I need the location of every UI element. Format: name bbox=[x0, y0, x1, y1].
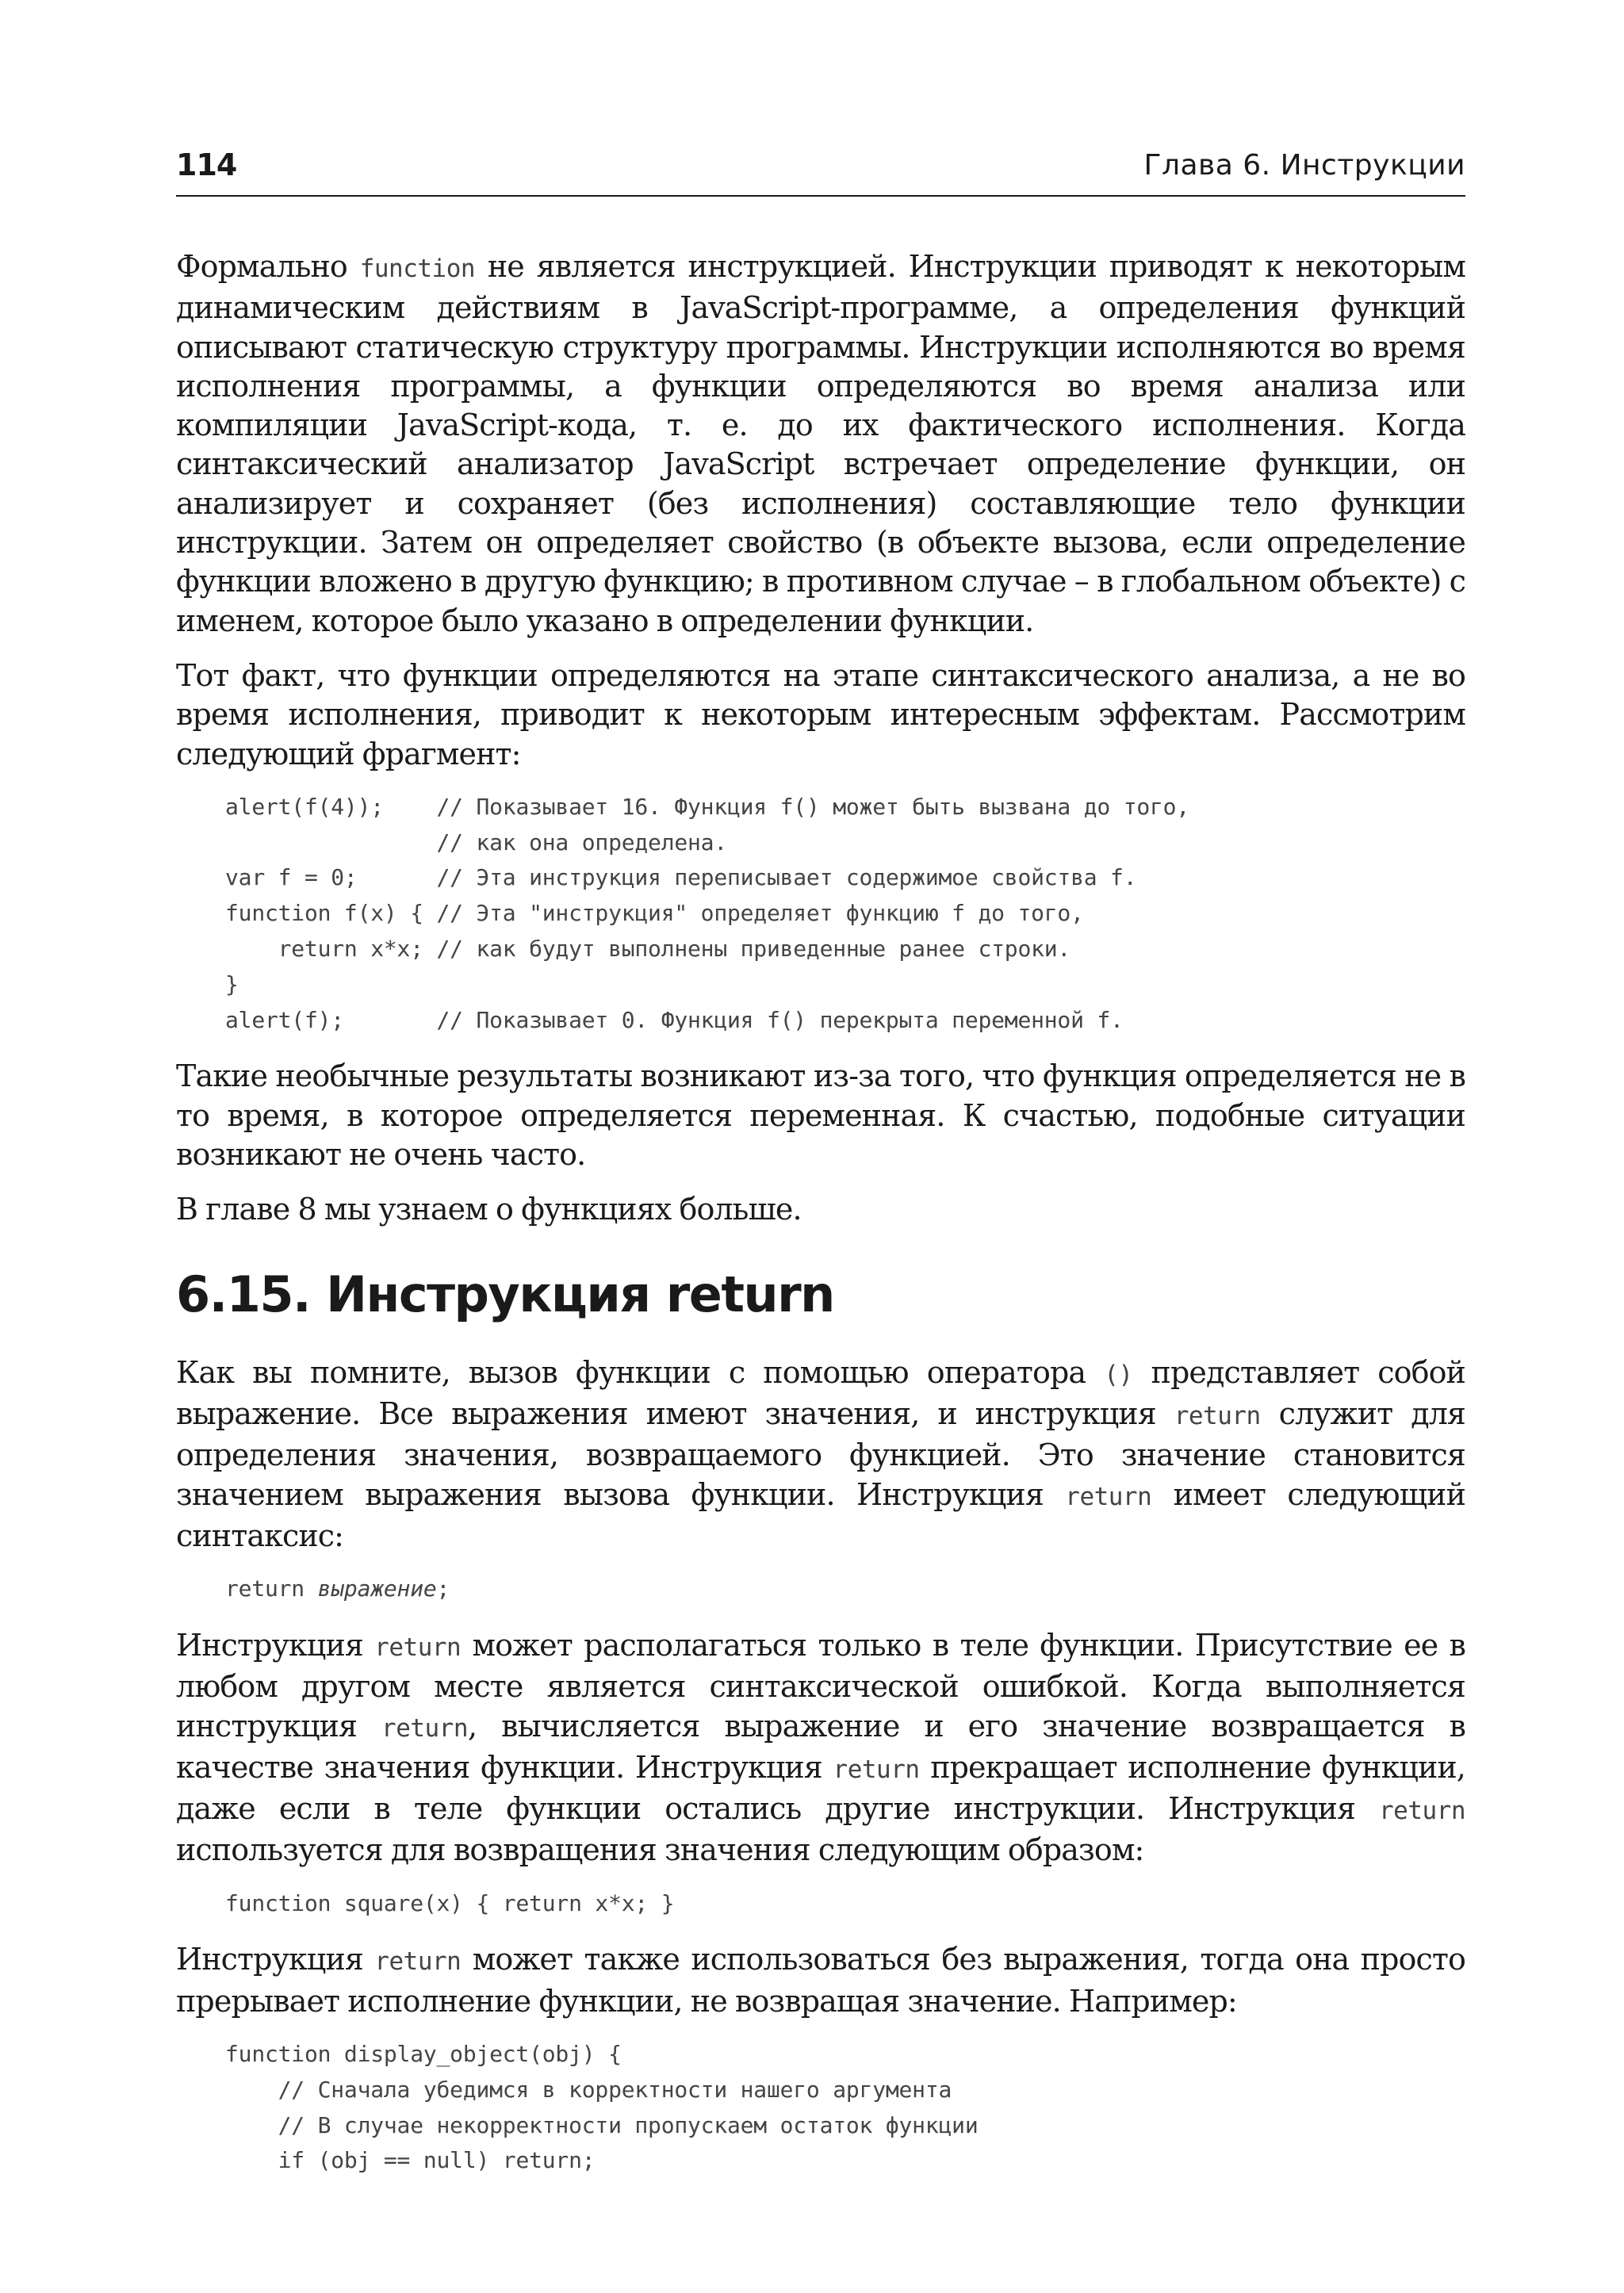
syntax-placeholder: выражение bbox=[317, 1575, 437, 1602]
text-run: Тот факт, что функции определяются на этапе синтаксического анализа, а не во время исполнения, приводит к некоторым интересным эффектам. Рассмотрим следующий фрагмент: bbox=[176, 657, 1465, 771]
code-line: } bbox=[225, 970, 239, 997]
page-number: 114 bbox=[176, 147, 237, 182]
text-run: Такие необычные результаты возникают из-за того, что функция определяется не в то время, в которое определяется переменная. К счастью, подобные ситуации возникают не очень часто. bbox=[176, 1058, 1465, 1173]
code-line: // как она определена. bbox=[225, 829, 727, 856]
running-header bbox=[176, 147, 1465, 197]
text-run: может также использоваться без выражения, тогда она просто прерывает исполнение функции, не возвращая значение. Например: bbox=[176, 1942, 1465, 2019]
code-line: if (obj == null) return; bbox=[225, 2147, 596, 2174]
inline-code: return bbox=[833, 1755, 920, 1784]
code-line: var f = 0; // Эта инструкция переписывает содержимое свойства f. bbox=[225, 864, 1137, 891]
inline-code: return bbox=[1065, 1482, 1152, 1511]
inline-code: function bbox=[359, 255, 476, 283]
paragraph bbox=[176, 657, 1465, 774]
text-run: не является инструкцией. Инструкции приводят к некоторым динамическим действиям в JavaScript-программе, а определения функций описывают статическую структуру программы. Инструкции исполняются во время исполнения программы, а функции определяются во время анализа или компиляции JavaScript-кода, т. е. до их фактического исполнения. Когда синтаксический анализатор JavaScript встречает определение функции, он анализирует и сохраняет (без исполнения) составляющие тело функции инструкции. Затем он определяет свойство (в объекте вызова, если определение функции вложено в другую функцию; в противном случае – в глобальном объекте) с именем, которое было указано в определении функции. bbox=[176, 249, 1465, 638]
syntax-listing bbox=[225, 1571, 1465, 1607]
code-line: alert(f); // Показывает 0. Функция f() перекрыта переменной f. bbox=[225, 1006, 1124, 1033]
code-line: function display_object(obj) { bbox=[225, 2041, 622, 2068]
paragraph bbox=[176, 1353, 1465, 1556]
section-heading: 6.15. Инструкция return bbox=[176, 1265, 834, 1323]
inline-code: () bbox=[1104, 1360, 1133, 1389]
syntax-end: ; bbox=[436, 1575, 450, 1602]
inline-code: return bbox=[374, 1947, 462, 1977]
inline-code: return bbox=[374, 1633, 462, 1662]
inline-code: return bbox=[1174, 1401, 1261, 1430]
paragraph bbox=[176, 247, 1465, 641]
text-run: может располагаться только в теле функции. Присутствие ее в любом другом месте является синтаксической ошибкой. Когда выполняется инструкция bbox=[176, 1627, 1466, 1744]
text-run: Как вы помните, вызов функции с помощью оператора bbox=[176, 1354, 1105, 1390]
page-body bbox=[176, 247, 1465, 2198]
inline-code: return bbox=[1379, 1797, 1465, 1826]
code-listing bbox=[225, 1886, 1465, 1922]
text-run: прекращает исполнение функции, даже если в теле функции остались другие инструкции. Инструкция bbox=[176, 1749, 1465, 1827]
code-line: // Сначала убедимся в корректности нашего аргумента bbox=[225, 2076, 952, 2103]
chapter-title: Глава 6. Инструкции bbox=[1143, 149, 1465, 182]
text-run: , вычисляется выражение и его значение возвращается в качестве значения функции. Инструкция bbox=[176, 1708, 1465, 1785]
text-run: служит для определения значения, возвращаемого функцией. Это значение становится значением выражения вызова функции. Инструкция bbox=[176, 1395, 1466, 1512]
code-line: return x*x; // как будут выполнены приведенные ранее строки. bbox=[225, 936, 1071, 963]
paragraph bbox=[176, 1626, 1465, 1870]
code-line: function f(x) { // Эта "инструкция" определяет функцию f до того, bbox=[225, 900, 1084, 927]
code-listing bbox=[225, 2037, 1465, 2179]
code-line: function square(x) { return x*x; } bbox=[225, 1889, 675, 1916]
paragraph bbox=[176, 1057, 1465, 1174]
code-line: // В случае некорректности пропускаем остаток функции bbox=[225, 2111, 979, 2138]
text-run: имеет следующий синтаксис: bbox=[176, 1476, 1465, 1553]
code-listing bbox=[225, 790, 1465, 1039]
text-run: представляет собой выражение. Все выражения имеют значения, и инструкция bbox=[176, 1354, 1465, 1431]
text-run: В главе 8 мы узнаем о функциях больше. bbox=[176, 1192, 802, 1227]
text-run: Инструкция bbox=[176, 1627, 375, 1663]
syntax-keyword: return bbox=[225, 1575, 318, 1602]
inline-code: return bbox=[381, 1713, 469, 1743]
paragraph bbox=[176, 1190, 1465, 1229]
text-run: Формально bbox=[176, 249, 360, 284]
text-run: Инструкция bbox=[176, 1942, 375, 1977]
code-line: alert(f(4)); // Показывает 16. Функция f() может быть вызвана до того, bbox=[225, 793, 1189, 820]
paragraph bbox=[176, 1940, 1465, 2021]
text-run: используется для возвращения значения следующим образом: bbox=[176, 1832, 1144, 1868]
